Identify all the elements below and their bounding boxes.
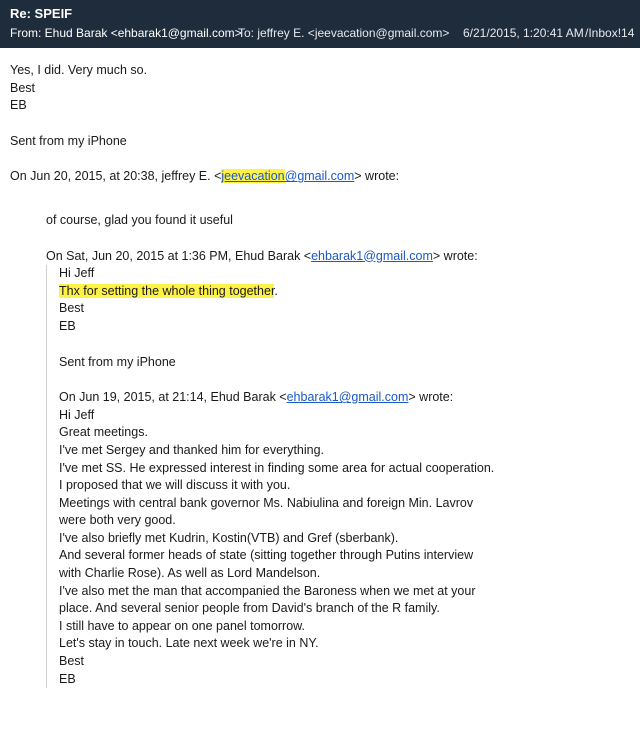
quote2-line: I've met Sergey and thanked him for everything. [59,442,325,457]
to-field: To: jeffrey E. <jeevacation@gmail.com> [238,26,450,40]
quote2-line: place. And several senior people from David's branch of the R family. [59,601,440,616]
ehbarak-email-link-2[interactable]: ehbarak1@gmail.com [286,390,409,405]
quote1-closing: Best [59,301,85,316]
folder-field: /Inbox!14 [585,26,635,40]
quote2-line: Hi Jeff [59,407,95,422]
quote1-greeting: Hi Jeff [59,266,95,281]
ehbarak-email-link[interactable]: ehbarak1@gmail.com [311,248,433,263]
quote2-line: I've also briefly met Kudrin, Kostin(VTB) and Gref (sberbank). [59,530,399,545]
email-header [0,0,640,48]
quote2-line: with Charlie Rose). As well as Lord Mandelson. [59,566,321,581]
reply-signature: Sent from my iPhone [10,133,127,148]
quote1-attribution: On Sat, Jun 20, 2015 at 1:36 PM, Ehud Barak <ehbarak1@gmail.com> wrote: [46,248,478,263]
quote2-line: I proposed that we will discuss it with you. [59,478,291,493]
quote1-text: of course, glad you found it useful [46,212,233,227]
quote-bar-1 [46,265,630,688]
reply-line: Best [10,80,36,95]
quote2-line: I still have to appear on one panel tomorrow. [59,618,305,633]
email-meta [10,23,635,43]
quote2-line: Let's stay in touch. Late next week we're in NY. [59,636,319,651]
quote2-line: EB [59,671,76,686]
reply-line: Yes, I did. Very much so. [10,63,148,77]
quote1-closing: EB [59,318,76,333]
quote1-attribution-2: On Jun 19, 2015, at 21:14, Ehud Barak <ehbarak1@gmail.com> wrote: [59,390,454,405]
quote2-line: And several former heads of state (sitting together through Putins interview [59,548,474,563]
quote2-line: I've also met the man that accompanied the Baroness when we met at your [59,583,476,598]
quote2-line: were both very good. [59,513,176,528]
email-body [0,48,640,688]
reply-line: EB [10,98,27,113]
quote2-line: Meetings with central bank governor Ms. Nabiulina and foreign Min. Lavrov [59,495,474,510]
quote2-line: Great meetings. [59,425,148,440]
from-field: From: Ehud Barak <ehbarak1@gmail.com> [10,26,242,40]
reply-attribution: On Jun 20, 2015, at 20:38, jeffrey E. <jeevacation@gmail.com> wrote: [10,169,400,184]
email-subject: Re: SPEIF [10,6,73,21]
quote2-line: Best [59,654,85,669]
quote2-line: I've met SS. He expressed interest in finding some area for actual cooperation. [59,460,495,475]
quote1-highlight-line: Thx for setting the whole thing together. [59,283,278,298]
date-field: 6/21/2015, 1:20:41 AM [463,26,584,40]
jeevacation-email-link[interactable]: jeevacation@gmail.com [221,169,355,184]
quoted-message-2 [59,407,630,689]
quote1-signature: Sent from my iPhone [59,354,176,369]
quoted-message-1 [10,212,630,688]
